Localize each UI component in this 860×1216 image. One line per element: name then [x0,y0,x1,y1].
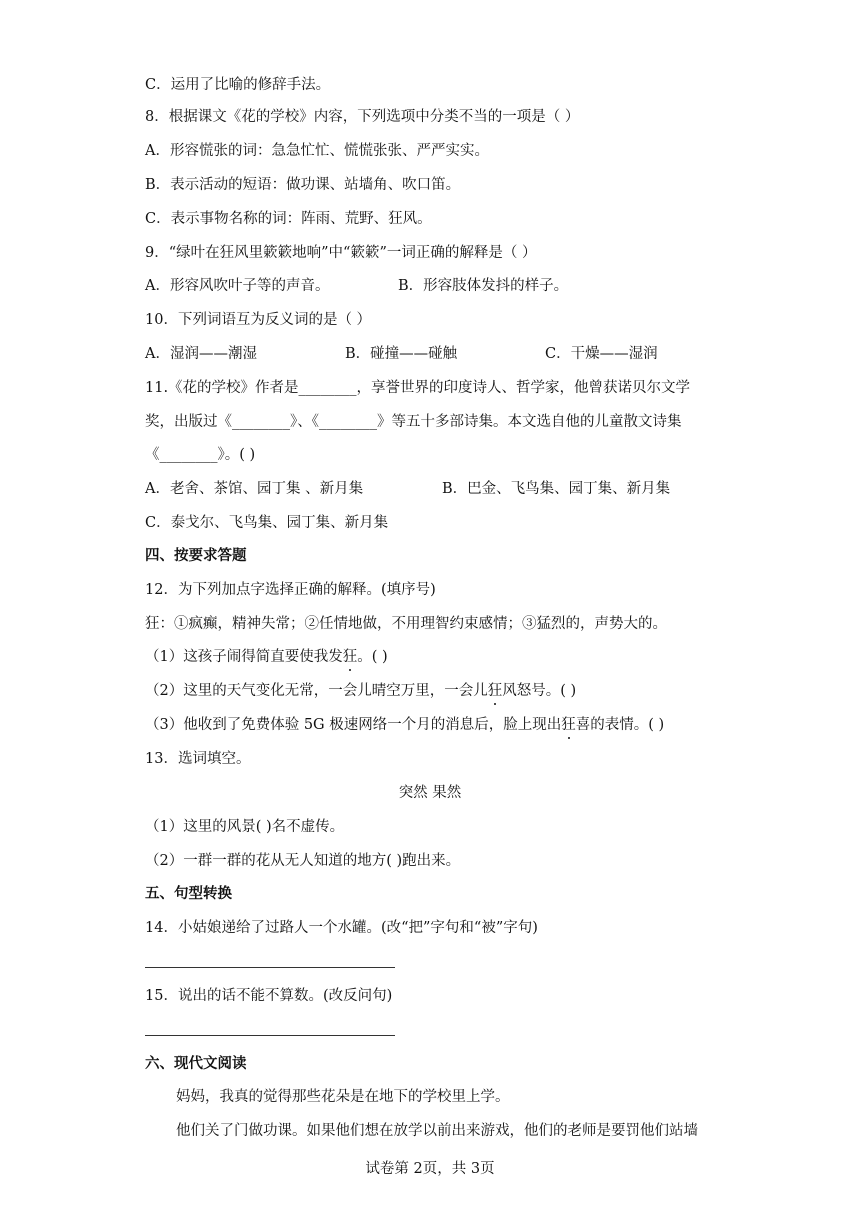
question-14: 14．小姑娘递给了过路人一个水罐。(改“把”字句和“被”字句) [145,920,538,936]
item-1-before: （1）这孩子闹得简直要使我发 [145,649,343,665]
dotted-char: 狂 [487,683,503,699]
option-8b: B．表示活动的短语：做功课、站墙角、吹口笛。 [145,177,461,193]
question-12-item-3 [145,716,664,734]
question-13: 13．选词填空。 [145,751,251,767]
item-1-after: 。( ) [357,649,388,665]
answer-line-14[interactable] [145,967,395,968]
option-9a: A．形容风吹叶子等的声音。 [145,278,330,294]
section-5-heading: 五、句型转换 [145,886,232,902]
option-10b: B．碰撞——碰触 [345,346,458,362]
answer-line-15[interactable] [145,1035,395,1036]
question-11-line3: 《________》。( ) [145,447,256,463]
item-2-after: 风怒号。( ) [502,683,577,699]
question-15: 15．说出的话不能不算数。(改反问句) [145,988,393,1004]
word-choices: 突然 果然 [398,785,462,801]
option-11b: B．巴金、飞鸟集、园丁集、新月集 [442,481,671,497]
option-10c: C．干燥——湿润 [545,346,658,362]
option-11a: A．老舍、茶馆、园丁集 、新月集 [145,481,364,497]
question-13-item-2: （2）一群一群的花从无人知道的地方( )跑出来。 [145,853,461,869]
question-12: 12．为下列加点字选择正确的解释。(填序号) [145,582,436,598]
option-7c: C．运用了比喻的修辞手法。 [145,77,331,93]
question-11-line2: 奖，出版过《________》、《________》等五十多部诗集。本文选自他的儿童散文诗集 [145,414,682,430]
question-8: 8．根据课文《花的学校》内容，下列选项中分类不当的一项是（ ） [145,109,580,125]
passage-paragraph-1: 妈妈，我真的觉得那些花朵是在地下的学校里上学。 [176,1089,510,1105]
question-12-item-2 [145,682,576,700]
question-13-item-1: （1）这里的风景( )名不虚传。 [145,819,345,835]
option-9b: B．形容肢体发抖的样子。 [398,278,569,294]
option-11c: C．泰戈尔、飞鸟集、园丁集、新月集 [145,515,389,531]
dotted-char: 狂 [561,717,576,733]
item-3-before: （3）他收到了免费体验 5G 极速网络一个月的消息后，脸上现出 [145,717,562,733]
section-6-heading: 六、现代文阅读 [145,1056,247,1072]
question-11-line1: 11.《花的学校》作者是________，享誉世界的印度诗人、哲学家，他曾获诺贝尔文学 [145,380,691,396]
page-footer: 试卷第 2页，共 3页 [365,1161,495,1177]
option-8c: C．表示事物名称的词：阵雨、荒野、狂风。 [145,211,432,227]
dotted-char: 狂 [342,649,358,665]
item-2-before: （2）这里的天气变化无常，一会儿晴空万里，一会儿 [145,683,488,699]
item-3-after: 喜的表情。( ) [575,717,665,733]
question-12-item-1 [145,648,388,666]
passage-paragraph-2: 他们关了门做功课。如果他们想在放学以前出来游戏，他们的老师是要罚他们站墙 [176,1123,698,1139]
question-12-definitions: 狂：①疯癫，精神失常；②任情地做，不用理智约束感情；③猛烈的，声势大的。 [145,616,667,632]
question-9: 9．“绿叶在狂风里簌簌地响”中“簌簌”一词正确的解释是（ ） [145,245,537,261]
section-4-heading: 四、按要求答题 [145,548,247,564]
question-10: 10．下列词语互为反义词的是（ ） [145,312,372,328]
option-10a: A．湿润——潮湿 [145,346,257,362]
option-8a: A．形容慌张的词：急急忙忙、慌慌张张、严严实实。 [145,143,489,159]
